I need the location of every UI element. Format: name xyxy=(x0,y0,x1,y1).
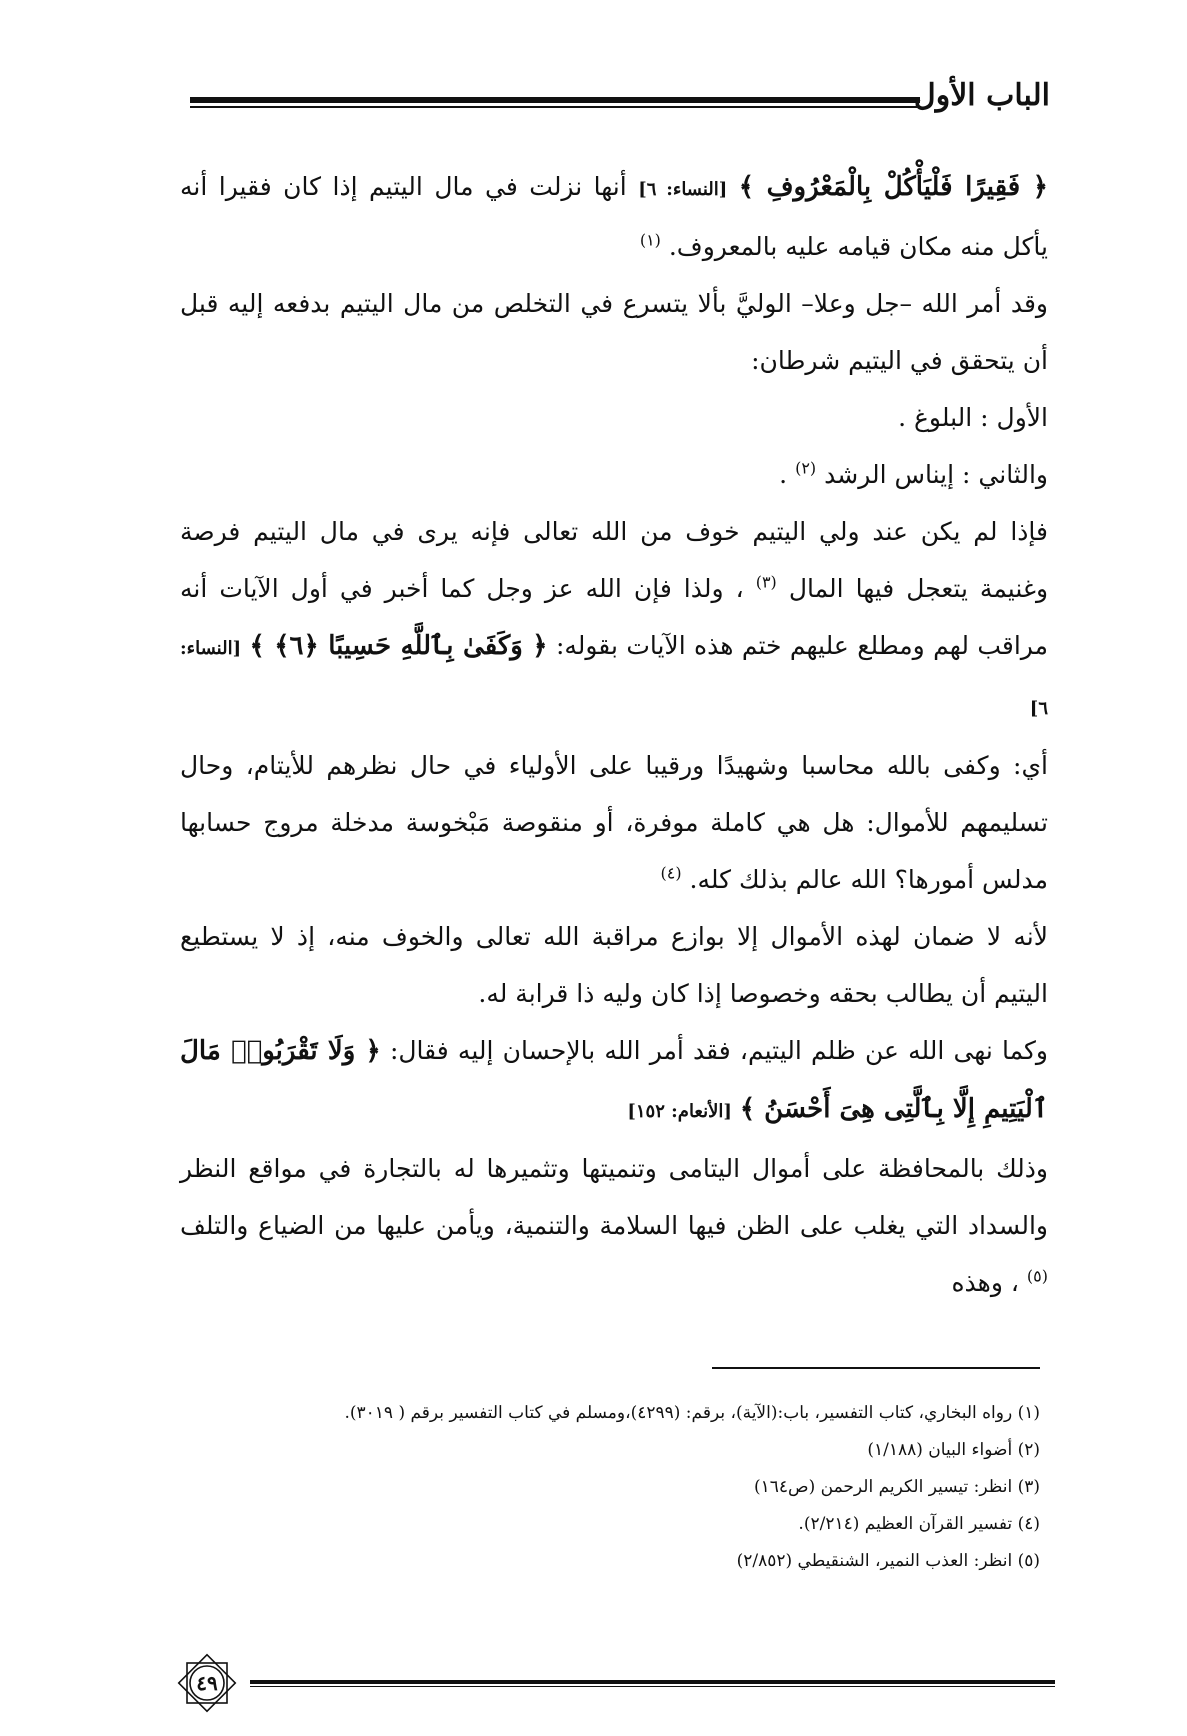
paragraph-6 xyxy=(180,737,1048,908)
main-text xyxy=(180,158,1048,1311)
paragraph-text: والثاني : إيناس الرشد xyxy=(824,460,1048,489)
paragraph-1 xyxy=(180,158,1048,275)
paragraph-text: لأنه لا ضمان لهذه الأموال إلا بوازع مراقبة الله تعالى والخوف منه، إذ لا يستطيع اليتيم أن يطالب بحقه وخصوصا إذا كان وليه ذا قرابة له. xyxy=(180,922,1048,1008)
paragraph-text: وقد أمر الله –جل وعلا– الوليَّ بألا يتسرع في التخلص من مال اليتيم بدفعه إليه قبل أن يتحقق في اليتيم شرطان: xyxy=(180,289,1048,375)
footnote-5: (٥) انظر: العذب النمير، الشنقيطي (٢/٨٥٢) xyxy=(736,1551,1040,1571)
footnote-2: (٢) أضواء البيان (١/١٨٨) xyxy=(867,1440,1040,1460)
footnote-ref[interactable]: (٣) xyxy=(755,572,777,592)
verse-citation: [الأنعام: ١٥٢] xyxy=(627,1101,732,1122)
paragraph-text: الأول : البلوغ . xyxy=(898,403,1048,432)
paragraph-text: وكما نهى الله عن ظلم اليتيم، فقد أمر الله بالإحسان إليه فقال: xyxy=(389,1036,1049,1065)
page-number: ٤٩ xyxy=(196,1671,218,1695)
quran-verse: ﴿ فَقِيرًا فَلْيَأْكُلْ بِالْمَعْرُوفِ ﴾ xyxy=(738,172,1048,202)
paragraph-5 xyxy=(180,503,1048,737)
footnote-ref[interactable]: (٢) xyxy=(795,458,817,478)
paragraph-end: . xyxy=(779,460,788,489)
footnote-4: (٤) تفسير القرآن العظيم (٢/٢١٤). xyxy=(798,1514,1040,1534)
verse-citation: [النساء: ٦] xyxy=(180,638,1048,719)
quran-verse: ﴿ وَكَفَىٰ بِٱللَّهِ حَسِيبًا ﴿٦﴾ ﴾ xyxy=(249,631,548,661)
chapter-title: الباب الأول xyxy=(913,78,1050,113)
page-number-ornament xyxy=(175,1651,239,1715)
page-header xyxy=(190,78,1050,118)
footnote-separator xyxy=(712,1367,1040,1369)
paragraph-4 xyxy=(180,446,1048,503)
paragraph-text: وذلك بالمحافظة على أموال اليتامى وتنميتها وتثميرها له بالتجارة في مواقع النظر والسداد التي يغلب على الظن فيها السلامة والتنمية، ويأمن عليها من الضياع والتلف xyxy=(180,1154,1048,1240)
paragraph-text: أنها نزلت في مال اليتيم إذا كان فقيرا أنه يأكل منه مكان قيامه عليه بالمعروف. xyxy=(180,172,1048,261)
footnote-1: (١) رواه البخاري، كتاب التفسير، باب:(الآية)، برقم: (٤٢٩٩)،ومسلم في كتاب التفسير برقم ( ٣٠١٩). xyxy=(344,1403,1040,1423)
footnotes xyxy=(210,1367,1040,1580)
paragraph-text: ، ولذا فإن الله عز وجل كما أخبر في أول الآيات أنه مراقب لهم ومطلع عليهم ختم هذه الآيات بقوله: xyxy=(180,574,1048,660)
quran-verse: ﴿ وَلَا تَقْرَبُوا۟ مَالَ ٱلْيَتِيمِ إِلَّا بِٱلَّتِى هِىَ أَحْسَنُ ﴾ xyxy=(180,1036,1048,1124)
footnote-3: (٣) انظر: تيسير الكريم الرحمن (ص١٦٤) xyxy=(754,1477,1040,1497)
paragraph-7 xyxy=(180,908,1048,1022)
footnote-ref[interactable]: (٤) xyxy=(660,863,682,883)
footnote-ref[interactable]: (٥) xyxy=(1026,1266,1048,1286)
header-rule xyxy=(190,97,920,108)
footnote-ref[interactable]: (١) xyxy=(639,230,661,250)
paragraph-text: أي: وكفى بالله محاسبا وشهيدًا ورقيبا على الأولياء في حال نظرهم للأيتام، وحال تسليمهم للأموال: هل هي كاملة موفرة، أو منقوصة مَبْخوسة مدخلة مروج حسابها مدلس أمورها؟ الله عالم بذلك كله. xyxy=(180,751,1048,894)
paragraph-8 xyxy=(180,1022,1048,1140)
paragraph-text: فإذا لم يكن عند ولي اليتيم خوف من الله تعالى فإنه يرى في مال اليتيم فرصة وغنيمة يتعجل فيها المال xyxy=(180,517,1049,603)
paragraph-text: ، وهذه xyxy=(951,1268,1019,1297)
verse-citation: [النساء: ٦] xyxy=(638,179,728,200)
paragraph-9 xyxy=(180,1140,1048,1311)
paragraph-3 xyxy=(180,389,1048,446)
footer-rule xyxy=(250,1680,1055,1687)
paragraph-2 xyxy=(180,275,1048,389)
